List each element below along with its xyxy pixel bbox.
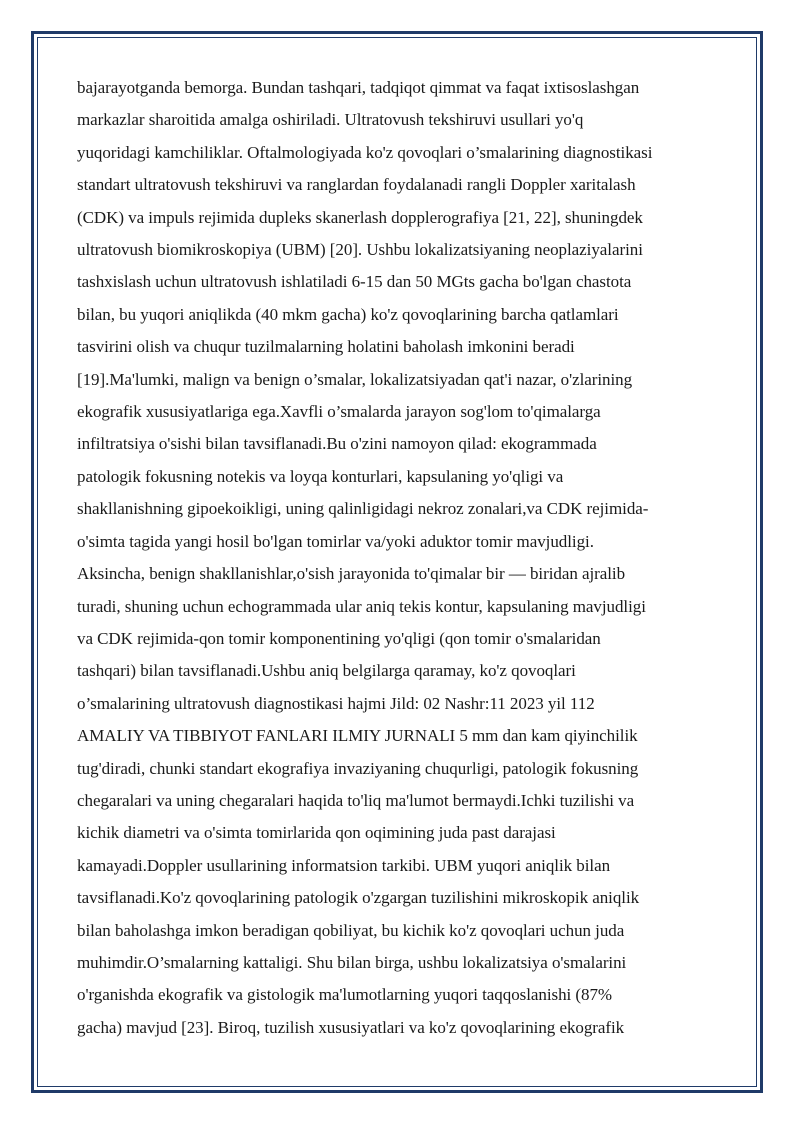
text-line: tashxislash uchun ultratovush ishlatiladi 6-15 dan 50 MGts gacha bo'lgan chastota (77, 272, 632, 292)
body-paragraph (77, 72, 727, 1044)
text-line: kichik diametri va o'simta tomirlarida qon oqimining juda past darajasi (77, 823, 556, 843)
text-line: va CDK rejimida-qon tomir komponentining yo'qligi (qon tomir o'smalaridan (77, 628, 601, 648)
text-line: bilan, bu yuqori aniqlikda (40 mkm gacha) ko'z qovoqlarining barcha qatlamlari (77, 304, 619, 324)
text-line: o'simta tagida yangi hosil bo'lgan tomirlar va/yoki aduktor tomir mavjudligi. (77, 531, 594, 551)
text-line: tug'diradi, chunki standart ekografiya invaziyaning chuqurligi, patologik fokusning (77, 758, 639, 778)
text-line: Aksincha, benign shakllanishlar,o'sish jarayonida to'qimalar bir — biridan ajralib (77, 564, 626, 584)
text-line: tavsiflanadi.Ko'z qovoqlarining patologik o'zgargan tuzilishini mikroskopik aniqlik (77, 888, 640, 908)
text-line: infiltratsiya o'sishi bilan tavsiflanadi.Bu o'zini namoyon qilad: ekogrammada (77, 434, 597, 454)
text-line: o'rganishda ekografik va gistologik ma'lumotlarning yuqori taqqoslanishi (87% (77, 985, 613, 1005)
text-line: tashqari) bilan tavsiflanadi.Ushbu aniq belgilarga qaramay, ko'z qovoqlari (77, 661, 576, 681)
text-line: yuqoridagi kamchiliklar. Oftalmologiyada ko'z qovoqlari o’smalarining diagnostikasi (77, 142, 653, 162)
text-line: bajarayotganda bemorga. Bundan tashqari, tadqiqot qimmat va faqat ixtisoslashgan (77, 78, 640, 97)
text-line: o’smalarining ultratovush diagnostikasi hajmi Jild: 02 Nashr:11 2023 yil 112 (77, 693, 595, 713)
text-line: turadi, shuning uchun echogrammada ular aniq tekis kontur, kapsulaning mavjudligi (77, 596, 646, 616)
text-line: shakllanishning gipoekoikligi, uning qalinligidagi nekroz zonalari,va CDK rejimida- (77, 499, 649, 519)
text-line: gacha) mavjud [23]. Biroq, tuzilish xususiyatlari va ko'z qovoqlarining ekografik (77, 1017, 625, 1037)
text-line: ultratovush biomikroskopiya (UBM) [20]. Ushbu lokalizatsiyaning neoplaziyalarini (77, 240, 643, 260)
text-line: markazlar sharoitida amalga oshiriladi. Ultratovush tekshiruvi usullari yo'q (77, 110, 584, 130)
text-line: ekografik xususiyatlariga ega.Xavfli o’smalarda jarayon sog'lom to'qimalarga (77, 402, 601, 422)
text-line: AMALIY VA TIBBIYOT FANLARI ILMIY JURNALI 5 mm dan kam qiyinchilik (77, 726, 638, 746)
text-line: chegaralari va uning chegaralari haqida to'liq ma'lumot bermaydi.Ichki tuzilishi va (77, 790, 635, 810)
text-line: tasvirini olish va chuqur tuzilmalarning holatini baholash imkonini beradi (77, 337, 575, 357)
text-line: bilan baholashga imkon beradigan qobiliyat, bu kichik ko'z qovoqlari uchun juda (77, 920, 625, 940)
text-line: patologik fokusning notekis va loyqa konturlari, kapsulaning yo'qligi va (77, 466, 564, 486)
text-line: standart ultratovush tekshiruvi va ranglardan foydalanadi rangli Doppler xaritalash (77, 175, 636, 195)
text-line: kamayadi.Doppler usullarining informatsion tarkibi. UBM yuqori aniqlik bilan (77, 855, 611, 875)
text-line: muhimdir.O’smalarning kattaligi. Shu bilan birga, ushbu lokalizatsiya o'smalarini (77, 952, 627, 972)
text-line: (CDK) va impuls rejimida dupleks skanerlash dopplerografiya [21, 22], shuningdek (77, 207, 643, 227)
text-line: [19].Ma'lumki, malign va benign o’smalar, lokalizatsiyadan qat'i nazar, o'zlarining (77, 369, 633, 389)
